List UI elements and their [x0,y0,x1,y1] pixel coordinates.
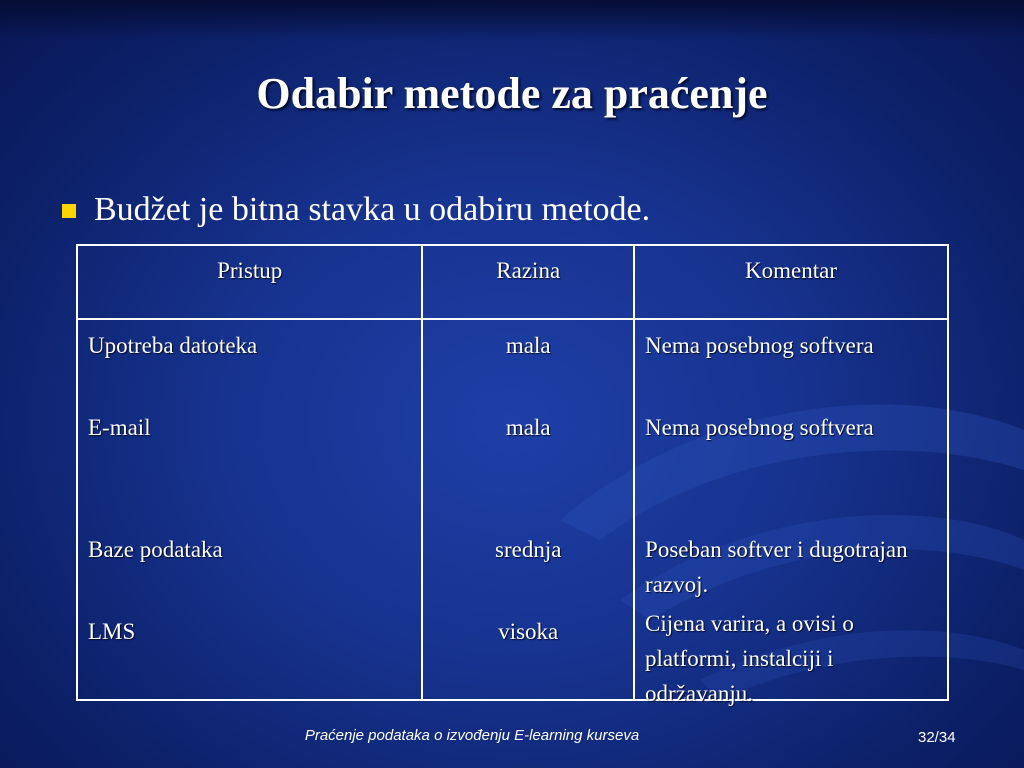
header-komentar: Komentar [634,245,948,319]
table-cell: Upotreba datoteka [88,333,258,358]
header-pristup: Pristup [77,245,422,319]
table-cell: mala [505,333,551,358]
table-cell: visoka [498,619,559,644]
table-header-row [77,245,948,319]
table-cell: LMS [88,619,136,644]
table-body-row [77,319,948,700]
slide-title: Odabir metode za praćenje [256,69,768,118]
table-cell: Baze podataka [88,537,223,562]
methods-table [76,244,949,706]
table-cell: srednja [495,537,562,562]
table-cell: Poseban softver i dugotrajan razvoj. [645,537,908,597]
table-cell: mala [505,415,551,440]
table-cell: Nema posebnog softvera [645,415,874,440]
page-number: 32/34 [918,729,956,746]
pristup-column [77,319,422,700]
table-cell: Nema posebnog softvera [645,333,874,358]
razina-column [422,319,634,700]
footer-text: Praćenje podataka o izvođenju E-learning kurseva [304,727,640,744]
header-razina: Razina [422,245,634,319]
square-bullet-icon [62,204,76,218]
table-cell: E-mail [88,415,151,440]
bullet-point [62,191,650,229]
komentar-column [634,319,948,706]
bullet-text: Budžet je bitna stavka u odabiru metode. [94,191,651,228]
table-cell: Cijena varira, a ovisi o platformi, instalciji i održavanju. [645,611,854,706]
